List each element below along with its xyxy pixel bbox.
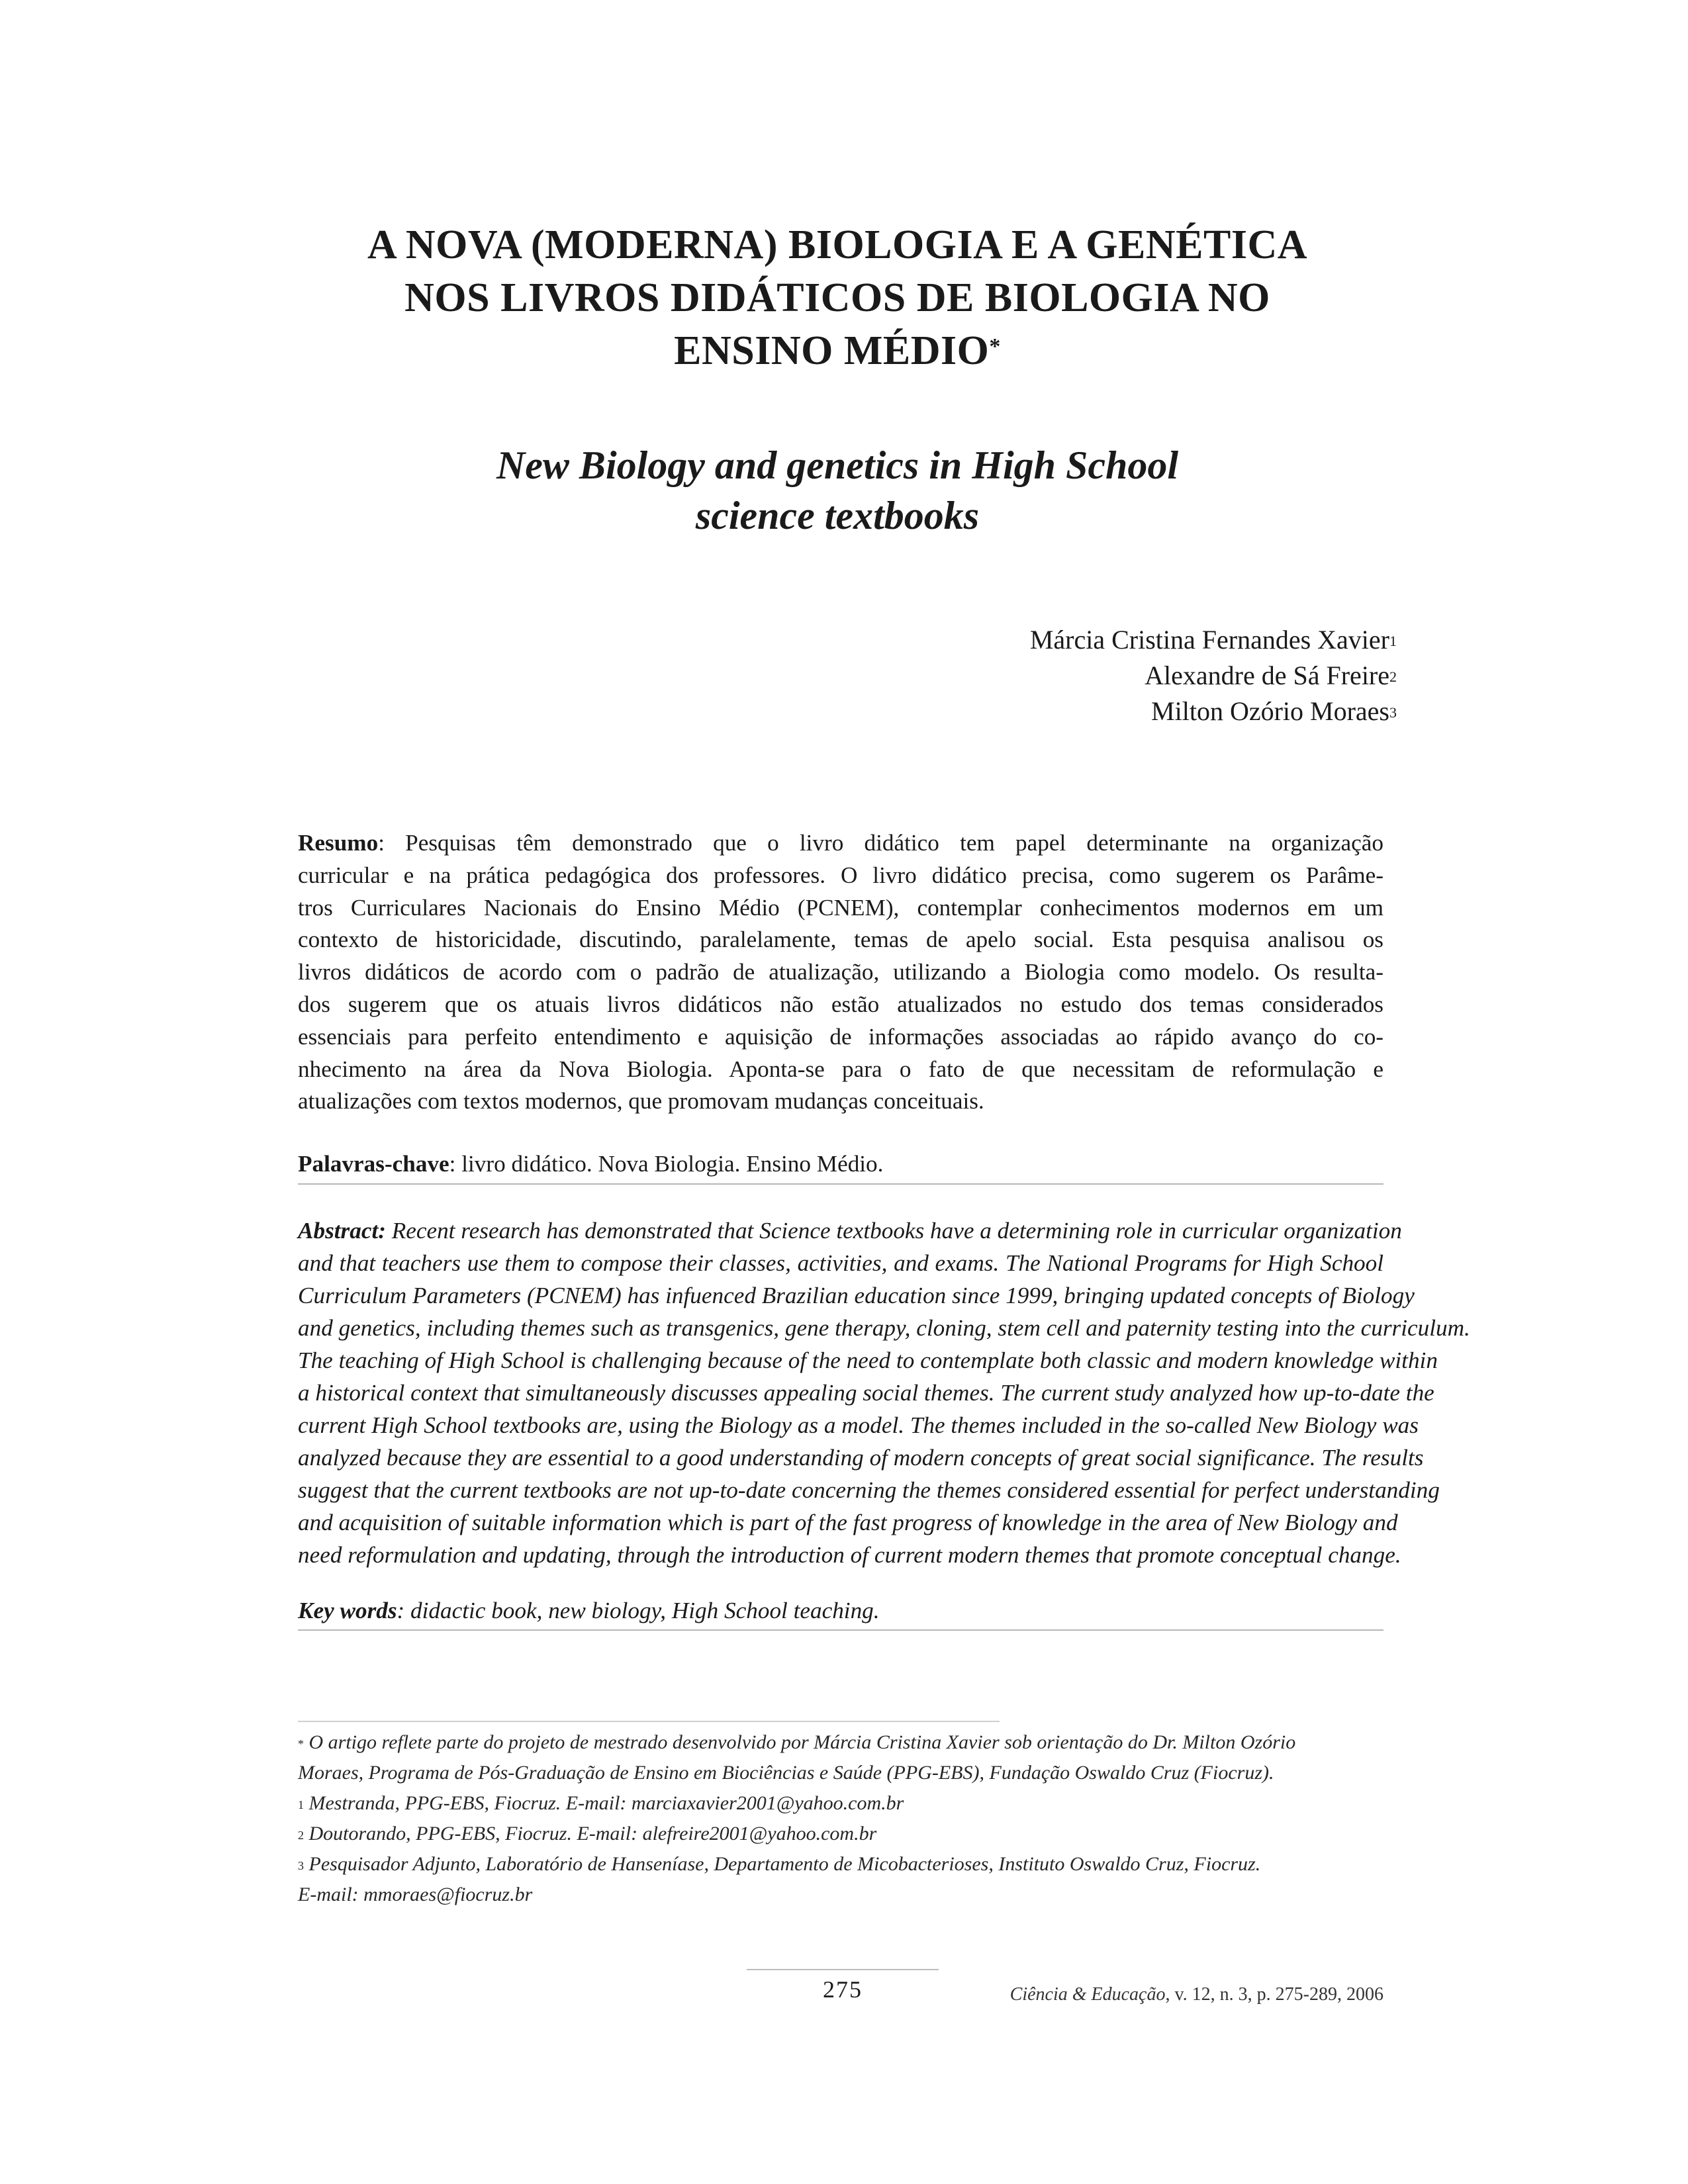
footnote-marker: * [298,1737,304,1751]
key-words-label: Key words [298,1598,397,1623]
footnote-line [298,1727,1383,1758]
author-list [602,622,1397,729]
resumo-label: Resumo [298,830,379,856]
author-3 [602,694,1397,729]
resumo-line: tros Curriculares Nacionais do Ensino Médio (PCNEM), contemplar conhecimentos modernos em um [298,894,1383,921]
footnote-text: Pesquisador Adjunto, Laboratório de Hanseníase, Departamento de Micobacterioses, Instituto Oswaldo Cruz, Fiocruz. [304,1853,1261,1875]
footnote-marker: 2 [298,1829,304,1842]
footnote-text: Moraes, Programa de Pós-Graduação de Ensino em Biociências e Saúde (PPG-EBS), Fundação Oswaldo Cruz (Fiocruz). [298,1762,1274,1784]
journal-name: Ciência & Educação [1009,1984,1166,2005]
abstract-line: analyzed because they are essential to a good understanding of modern concepts of great social significance. The results [298,1445,1424,1471]
author-2 [602,658,1397,694]
palavras-chave-divider [298,1183,1383,1185]
resumo-line: atualizações com textos modernos, que promovam mudanças conceituais. [298,1088,984,1115]
key-words [298,1595,1383,1627]
abstract-line: need reformulation and updating, through the introduction of current modern themes that promote conceptual change. [298,1542,1401,1568]
resumo-line-1-text: : Pesquisas têm demonstrado que o livro didático tem papel determinante na organização [378,830,1383,856]
footnote-line [298,1788,1383,1819]
footnote-marker: 3 [298,1859,304,1872]
footnote-line [298,1849,1383,1880]
abstract-line: suggest that the current textbooks are not up-to-date concerning the themes considered essential for perfect understanding [298,1477,1440,1503]
journal-citation [1010,1984,1383,2005]
resumo-line: essenciais para perfeito entendimento e aquisição de informações associadas ao rápido avanço do co- [298,1023,1383,1050]
abstract-line: current High School textbooks are, using the Biology as a model. The themes included in the so-called New Biology was [298,1412,1419,1438]
abstract-line [298,1214,1402,1247]
resumo-line: curricular e na prática pedagógica dos professores. O livro didático precisa, como sugerem os Parâme- [298,862,1383,888]
palavras-chave-label: Palavras-chave [298,1151,449,1177]
page-number: 275 [823,1976,863,2003]
footnote-line [298,1758,1383,1788]
abstract-line: a historical context that simultaneously discusses appealing social themes. The current study analyzed how up-to-date the [298,1380,1434,1406]
author-1-affiliation: 1 [1389,633,1397,649]
page-number-rule [747,1969,939,1970]
abstract-line: and acquisition of suitable information which is part of the fast progress of knowledge in the area of New Biology and [298,1510,1398,1535]
author-1-name: Márcia Cristina Fernandes Xavier [1029,625,1389,655]
abstract-line: and genetics, including themes such as transgenics, gene therapy, cloning, stem cell and paternity testing into the curriculum. [298,1315,1470,1341]
title-footnote-marker: * [989,334,1001,359]
footnote-line [298,1880,1383,1910]
abstract-line: Curriculum Parameters (PCNEM) has infuenced Brazilian education since 1999, bringing updated concepts of Biology [298,1283,1415,1308]
abstract-paragraph [298,1214,1470,1571]
title-line-3-text: ENSINO MÉDIO [674,328,990,373]
title-line-2: NOS LIVROS DIDÁTICOS DE BIOLOGIA NO [404,275,1270,320]
resumo-line: nhecimento na área da Nova Biologia. Aponta-se para o fato de que necessitam de reformulação e [298,1056,1383,1082]
key-words-text: : didactic book, new biology, High School teaching. [397,1598,880,1623]
palavras-chave-text: : livro didático. Nova Biologia. Ensino Médio. [449,1151,884,1177]
footnote-line [298,1819,1383,1849]
footnotes [298,1727,1383,1910]
english-title-line-1: New Biology and genetics in High School [496,443,1179,487]
english-title [331,440,1344,541]
footnote-text: Mestranda, PPG-EBS, Fiocruz. E-mail: marciaxavier2001@yahoo.com.br [304,1792,904,1814]
journal-details: , v. 12, n. 3, p. 275-289, 2006 [1165,1984,1383,2005]
title-line-1: A NOVA (MODERNA) BIOLOGIA E A GENÉTICA [367,222,1307,267]
author-2-name: Alexandre de Sá Freire [1145,660,1389,690]
key-words-divider [298,1629,1383,1631]
footnote-separator [298,1721,1000,1722]
title-line-3 [265,324,1410,377]
resumo-line: contexto de historicidade, discutindo, paralelamente, temas de apelo social. Esta pesquisa analisou os [298,927,1383,953]
resumo-line: livros didáticos de acordo com o padrão de atualização, utilizando a Biologia como modelo. Os resulta- [298,959,1383,985]
author-1 [602,622,1397,658]
footnote-marker: 1 [298,1798,304,1811]
resumo-line [298,827,1383,860]
footnote-text: O artigo reflete parte do projeto de mestrado desenvolvido por Márcia Cristina Xavier sob orientação do Dr. Milton Ozório [304,1731,1296,1753]
palavras-chave [298,1148,1383,1180]
resumo-line: dos sugerem que os atuais livros didáticos não estão atualizados no estudo dos temas considerados [298,991,1383,1017]
resumo-paragraph [298,827,1383,1118]
author-3-affiliation: 3 [1389,704,1397,721]
article-title [265,218,1410,377]
footnote-text: Doutorando, PPG-EBS, Fiocruz. E-mail: alefreire2001@yahoo.com.br [304,1823,877,1844]
abstract-line-1-text: Recent research has demonstrated that Science textbooks have a determining role in curricular organization [385,1218,1402,1244]
author-2-affiliation: 2 [1389,668,1397,685]
abstract-label: Abstract: [298,1218,386,1244]
author-3-name: Milton Ozório Moraes [1151,696,1389,726]
english-title-line-2: science textbooks [695,494,980,537]
abstract-line: The teaching of High School is challenging because of the need to contemplate both classic and modern knowledge within [298,1347,1438,1373]
abstract-line: and that teachers use them to compose their classes, activities, and exams. The National Programs for High School [298,1250,1383,1276]
footnote-text: E-mail: mmoraes@fiocruz.br [298,1884,533,1905]
